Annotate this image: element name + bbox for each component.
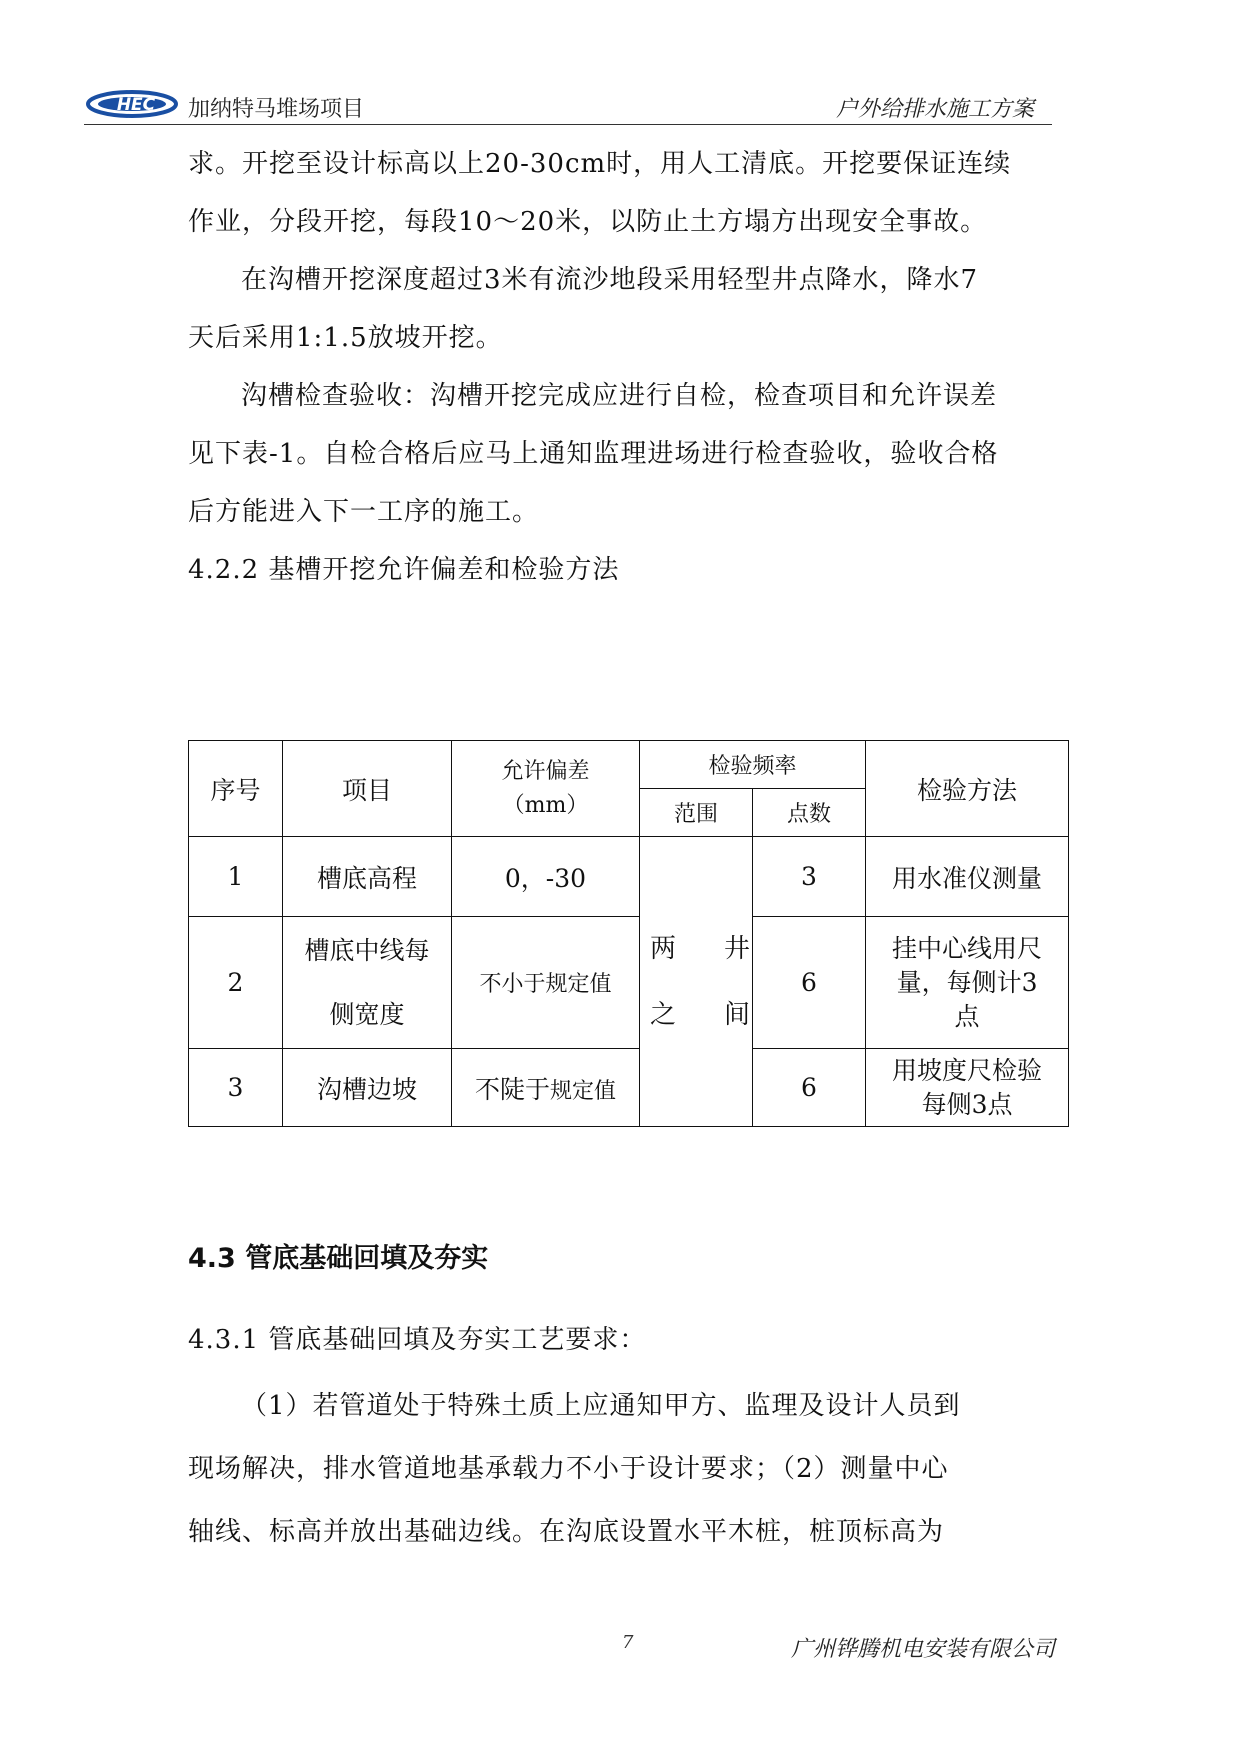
- cell-method: 用坡度尺检验 每侧3点: [866, 1049, 1069, 1127]
- header-item: 项目: [283, 741, 452, 837]
- header-no: 序号: [189, 741, 283, 837]
- cell-tolerance: 0，-30: [452, 837, 640, 917]
- page-number: 7: [622, 1632, 634, 1653]
- paragraph-line: （1）若管道处于特殊土质上应通知甲方、监理及设计人员到: [241, 1391, 961, 1421]
- section-heading: 4.3 管底基础回填及夯实: [188, 1243, 489, 1274]
- sub-heading: 4.3.1 管底基础回填及夯实工艺要求：: [188, 1325, 647, 1355]
- cell-method: 挂中心线用尺 量，每侧计3 点: [866, 917, 1069, 1049]
- header-document-title: 户外给排水施工方案: [835, 97, 1034, 122]
- cell-tolerance: 不小于规定值: [452, 917, 640, 1049]
- table-row: [189, 917, 1069, 1049]
- paragraph-line: 在沟槽开挖深度超过3米有流沙地段采用轻型井点降水，降水7: [241, 265, 979, 295]
- header-frequency: 检验频率: [640, 741, 866, 789]
- paragraph-line: 求。开挖至设计标高以上20-30cm时，用人工清底。开挖要保证连续: [188, 149, 1012, 179]
- cell-tolerance: 不陡于规定值: [452, 1049, 640, 1127]
- svg-text:HEC: HEC: [116, 95, 156, 115]
- paragraph-line: 后方能进入下一工序的施工。: [188, 497, 540, 527]
- header-project-name: 加纳特马堆场项目: [188, 97, 365, 122]
- cell-item: 沟槽边坡: [283, 1049, 452, 1127]
- table-caption: 4.2.2 基槽开挖允许偏差和检验方法: [188, 555, 620, 585]
- cell-no: 3: [189, 1049, 283, 1127]
- page-header: [84, 84, 1052, 125]
- cell-item: 槽底高程: [283, 837, 452, 917]
- header-range: 范围: [640, 789, 753, 837]
- cell-points: 3: [753, 837, 866, 917]
- header-points: 点数: [753, 789, 866, 837]
- paragraph-line: 天后采用1:1.5放坡开挖。: [188, 323, 503, 353]
- cell-no: 2: [189, 917, 283, 1049]
- cell-no: 1: [189, 837, 283, 917]
- header-method: 检验方法: [866, 741, 1069, 837]
- paragraph-line: 轴线、标高并放出基础边线。在沟底设置水平木桩，桩顶标高为: [188, 1517, 945, 1547]
- tolerance-inspection-table: [188, 740, 1069, 1127]
- cell-item: 槽底中线每 侧宽度: [283, 917, 452, 1049]
- table-row: [189, 837, 1069, 917]
- paragraph-line: 作业，分段开挖，每段10～20米，以防止土方塌方出现安全事故。: [188, 207, 988, 237]
- footer-company: 广州铧腾机电安装有限公司: [790, 1637, 1055, 1662]
- paragraph-line: 沟槽检查验收：沟槽开挖完成应进行自检，检查项目和允许误差: [241, 381, 998, 411]
- company-logo-icon: [86, 90, 182, 118]
- cell-points: 6: [753, 1049, 866, 1127]
- cell-method: 用水准仪测量: [866, 837, 1069, 917]
- cell-range-merged: 两 井 之 间: [640, 837, 753, 1127]
- cell-points: 6: [753, 917, 866, 1049]
- table-row: [189, 1049, 1069, 1127]
- paragraph-line: 见下表-1。自检合格后应马上通知监理进场进行检查验收，验收合格: [188, 439, 999, 469]
- header-tolerance: 允许偏差 （mm）: [452, 741, 640, 837]
- paragraph-line: 现场解决，排水管道地基承载力不小于设计要求；（2）测量中心: [188, 1454, 949, 1484]
